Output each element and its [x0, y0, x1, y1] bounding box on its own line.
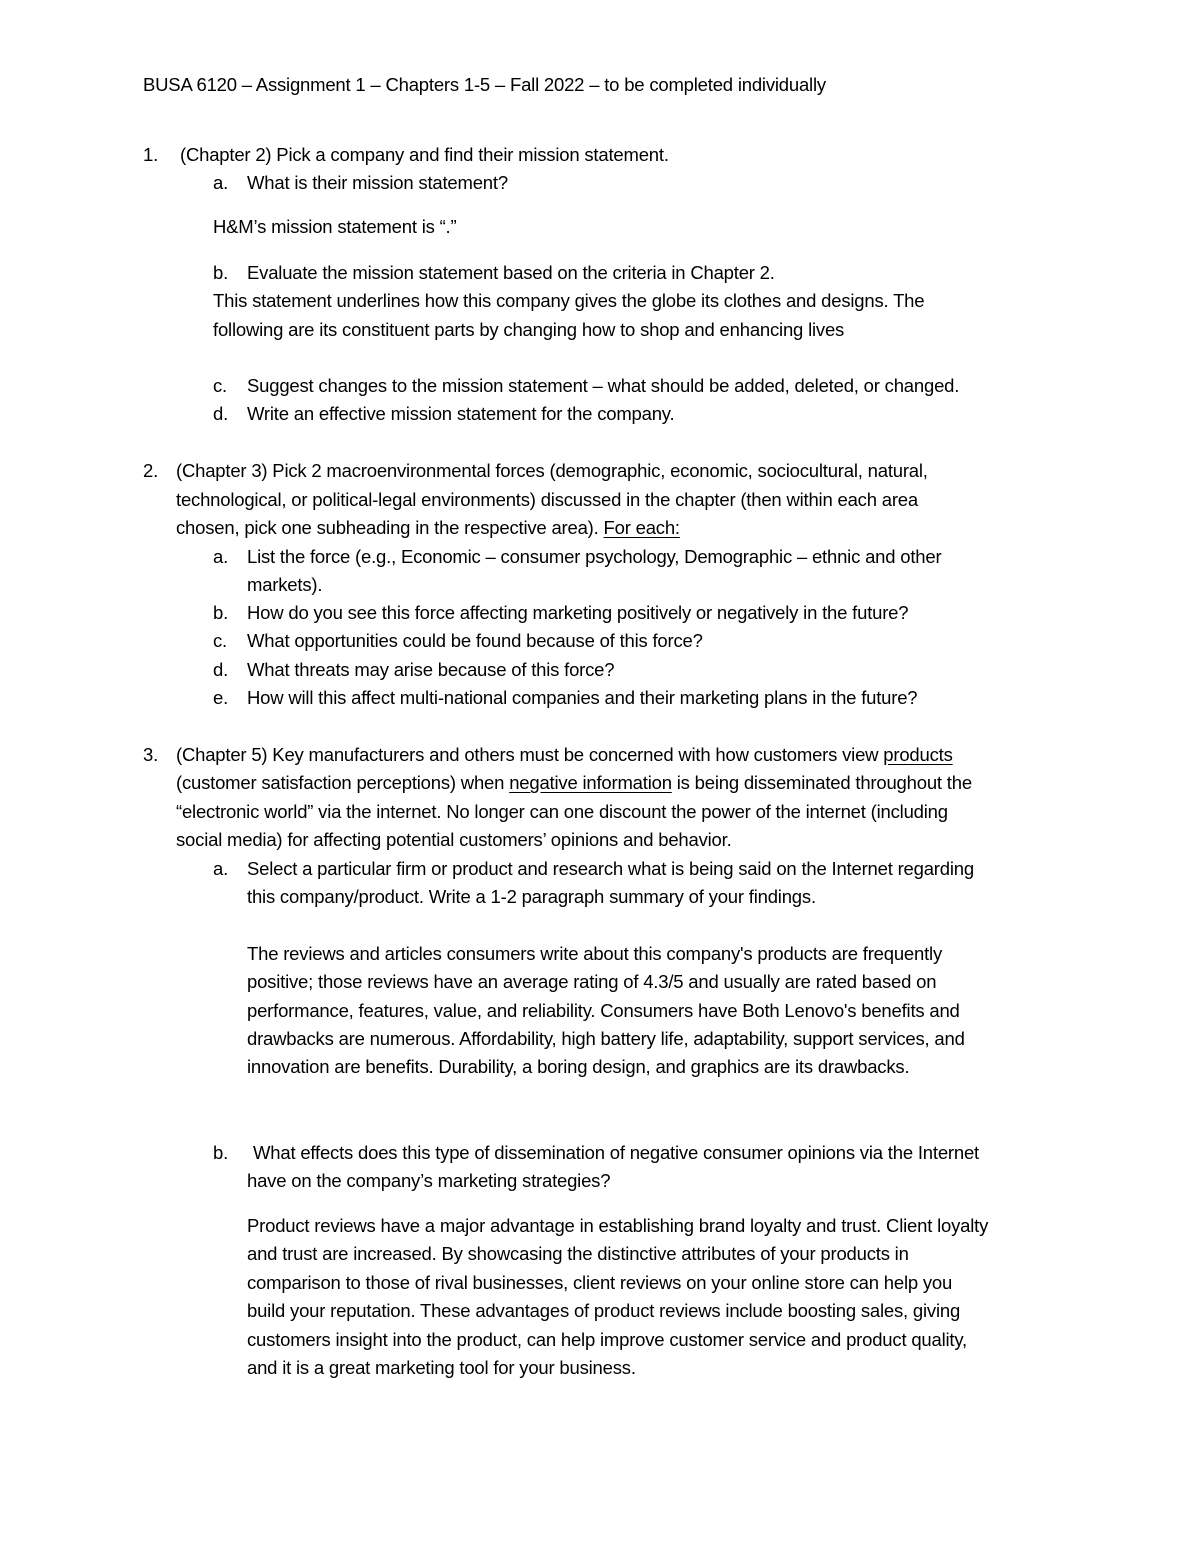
question-3a-answer-line: positive; those reviews have an average rating of 4.3/5 and usually are rated based on [247, 971, 937, 992]
question-2a-marker: a. [213, 546, 229, 567]
question-2-number: 2. [143, 460, 159, 481]
question-3b-answer-line: build your reputation. These advantages of product reviews include boosting sales, giving [247, 1300, 961, 1321]
question-3-text-line-1 [176, 743, 953, 767]
question-2-text-line-3-main: chosen, pick one subheading in the respective area). [176, 517, 604, 538]
question-3a-text-line-1: Select a particular firm or product and research what is being said on the Internet regarding [247, 858, 974, 879]
question-1d-text: Write an effective mission statement for the company. [247, 403, 675, 424]
question-3a-answer-line: innovation are benefits. Durability, a boring design, and graphics are its drawbacks. [247, 1056, 910, 1077]
question-3-negative-information-underlined: negative information [509, 772, 672, 793]
question-3b-answer-line: comparison to those of rival businesses, client reviews on your online store can help you [247, 1272, 953, 1293]
document-title: BUSA 6120 – Assignment 1 – Chapters 1-5 – Fall 2022 – to be completed individually [143, 74, 826, 95]
question-3b-answer-line: and trust are increased. By showcasing the distinctive attributes of your products in [247, 1243, 909, 1264]
question-3b-text-line-1: What effects does this type of dissemination of negative consumer opinions via the Internet [253, 1142, 979, 1163]
question-2-text-line-2: technological, or political-legal environments) discussed in the chapter (then within each area [176, 489, 918, 510]
question-2b-text: How do you see this force affecting marketing positively or negatively in the future? [247, 602, 909, 623]
question-3a-answer-line: performance, features, value, and reliability. Consumers have Both Lenovo's benefits and [247, 1000, 960, 1021]
question-3-products-underlined: products [883, 744, 953, 765]
question-1-number: 1. [143, 144, 159, 165]
question-3-text-line-2 [176, 771, 972, 795]
question-3b-marker: b. [213, 1142, 229, 1163]
question-1b-text: Evaluate the mission statement based on the criteria in Chapter 2. [247, 262, 775, 283]
question-2d-marker: d. [213, 659, 229, 680]
question-3-text-line-1-main: (Chapter 5) Key manufacturers and others must be concerned with how customers view [176, 744, 884, 765]
question-3b-answer-line: customers insight into the product, can help improve customer service and product quality, [247, 1329, 967, 1350]
question-3-text-line-4: social media) for affecting potential customers’ opinions and behavior. [176, 829, 732, 850]
question-1a-text: What is their mission statement? [247, 172, 508, 193]
question-1c-marker: c. [213, 375, 227, 396]
question-1b-answer-line-2: following are its constituent parts by changing how to shop and enhancing lives [213, 319, 845, 340]
question-3-text-line-2-end: is being disseminated throughout the [671, 772, 972, 793]
question-1-text: (Chapter 2) Pick a company and find their mission statement. [180, 144, 669, 165]
question-3a-answer-line: The reviews and articles consumers write about this company's products are frequently [247, 943, 942, 964]
question-2a-text-line-2: markets). [247, 574, 323, 595]
question-3a-marker: a. [213, 858, 229, 879]
question-2e-marker: e. [213, 687, 229, 708]
question-3a-text-line-2: this company/product. Write a 1-2 paragraph summary of your findings. [247, 886, 816, 907]
question-1d-marker: d. [213, 403, 229, 424]
question-2-text-line-1: (Chapter 3) Pick 2 macroenvironmental forces (demographic, economic, sociocultural, natural, [176, 460, 928, 481]
question-1b-marker: b. [213, 262, 229, 283]
question-2-text-line-3 [176, 516, 680, 540]
question-2a-text-line-1: List the force (e.g., Economic – consumer psychology, Demographic – ethnic and other [247, 546, 942, 567]
question-3-text-line-2-start: (customer satisfaction perceptions) when [176, 772, 510, 793]
question-3b-answer-line: and it is a great marketing tool for your business. [247, 1357, 636, 1378]
question-3b-answer-line: Product reviews have a major advantage in establishing brand loyalty and trust. Client loyalty [247, 1215, 989, 1236]
question-1a-marker: a. [213, 172, 229, 193]
question-2c-marker: c. [213, 630, 227, 651]
question-3a-answer-line: drawbacks are numerous. Affordability, high battery life, adaptability, support services, and [247, 1028, 965, 1049]
question-2c-text: What opportunities could be found because of this force? [247, 630, 703, 651]
question-3b-text-line-2: have on the company’s marketing strategies? [247, 1170, 611, 1191]
question-1b-answer-line-1: This statement underlines how this company gives the globe its clothes and designs. The [213, 290, 925, 311]
question-3-text-line-3: “electronic world” via the internet. No longer can one discount the power of the internet (including [176, 801, 948, 822]
question-2-for-each-underlined: For each: [603, 517, 680, 538]
question-3-number: 3. [143, 744, 159, 765]
question-2d-text: What threats may arise because of this force? [247, 659, 615, 680]
question-2b-marker: b. [213, 602, 229, 623]
question-1a-answer: H&M’s mission statement is “.” [213, 216, 457, 237]
question-2e-text: How will this affect multi-national companies and their marketing plans in the future? [247, 687, 918, 708]
question-1c-text: Suggest changes to the mission statement – what should be added, deleted, or changed. [247, 375, 960, 396]
